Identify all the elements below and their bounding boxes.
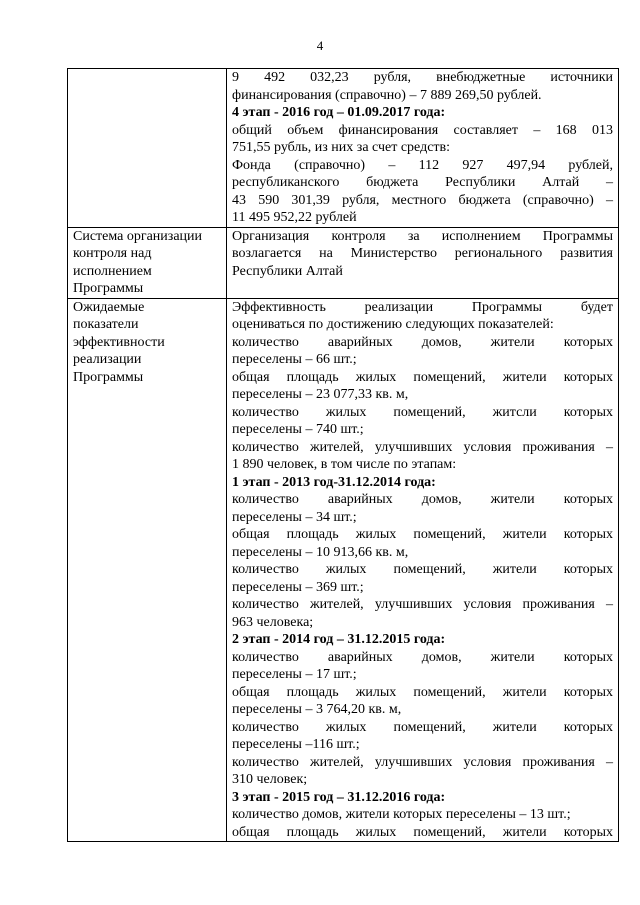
content-line: количество домов, жители которых переселены – 13 шт.; bbox=[232, 807, 571, 822]
content-line: Республики Алтай bbox=[232, 263, 343, 279]
content-line: переселены –116 шт.; bbox=[232, 737, 360, 752]
content-line: общий объем финансирования составляет – 168 013 bbox=[232, 122, 613, 138]
content-line: количество аварийных домов, жители которых bbox=[232, 492, 613, 507]
row-label-line: показатели bbox=[73, 317, 139, 332]
content-line: переселены – 740 шт.; bbox=[232, 422, 364, 437]
stage-heading: 2 этап - 2014 год – 31.12.2015 года: bbox=[232, 632, 446, 647]
row-content-cell bbox=[227, 69, 619, 228]
content-line: количество жилых помещений, жители которых bbox=[232, 719, 613, 735]
content-line: переселены – 17 шт.; bbox=[232, 667, 357, 682]
content-line: количество жилых помещений, житсли которых bbox=[232, 404, 613, 420]
content-line: количество аварийных домов, жители которых bbox=[232, 334, 613, 350]
content-line: переселены – 34 шт.; bbox=[232, 509, 357, 525]
row-label-line: исполнением bbox=[73, 263, 152, 279]
row-label-line: контроля над bbox=[73, 246, 152, 261]
content-line: 43 590 301,39 рубля, местного бюджета (справочно) – bbox=[232, 192, 613, 208]
content-line: общая площадь жилых помещений, жители которых bbox=[232, 369, 613, 385]
content-line: переселены – 10 913,66 кв. м, bbox=[232, 544, 409, 560]
content-line: переселены – 3 764,20 кв. м, bbox=[232, 702, 402, 717]
content-line: общая площадь жилых помещений, жители которых bbox=[232, 684, 613, 700]
table-body bbox=[68, 69, 619, 842]
content-line: 751,55 рубль, из них за счет средств: bbox=[232, 140, 451, 155]
content-line: количество жителей, улучшивших условия проживания – bbox=[232, 754, 613, 770]
stage-heading: 3 этап - 2015 год – 31.12.2016 года: bbox=[232, 789, 446, 805]
content-line: переселены – 23 077,33 кв. м, bbox=[232, 387, 409, 402]
row-label-line: Ожидаемые bbox=[73, 299, 145, 315]
content-line: оцениваться по достижению следующих показателей: bbox=[232, 317, 554, 332]
row-content-cell bbox=[227, 298, 619, 842]
content-line: возлагается на Министерство регионального развития bbox=[232, 246, 613, 261]
stage-heading: 1 этап - 2013 год-31.12.2014 года: bbox=[232, 474, 436, 490]
content-line: количество жителей, улучшивших условия проживания – bbox=[232, 597, 613, 612]
table-row bbox=[68, 298, 619, 842]
row-label-line: Программы bbox=[73, 369, 144, 385]
content-line: переселены – 66 шт.; bbox=[232, 352, 357, 367]
content-line: 963 человека; bbox=[232, 614, 314, 630]
content-line: Организация контроля за исполнением Программы bbox=[232, 228, 613, 244]
content-line: республиканского бюджета Республики Алтай – bbox=[232, 175, 613, 190]
content-line: переселены – 369 шт.; bbox=[232, 579, 364, 595]
row-label-line: реализации bbox=[73, 352, 142, 367]
content-line: финансирования (справочно) – 7 889 269,50 рублей. bbox=[232, 87, 542, 103]
content-line: 11 495 952,22 рублей bbox=[232, 210, 357, 225]
row-label-line: Программы bbox=[73, 281, 144, 296]
content-line: Фонда (справочно) – 112 927 497,94 рублей, bbox=[232, 157, 613, 173]
row-label-line: эффективности bbox=[73, 334, 165, 350]
content-line: 310 человек; bbox=[232, 772, 308, 787]
row-label-cell bbox=[68, 69, 227, 228]
content-line: количество жителей, улучшивших условия проживания – bbox=[232, 439, 613, 455]
table-row bbox=[68, 227, 619, 298]
row-label-cell bbox=[68, 298, 227, 842]
page-number: 4 bbox=[316, 38, 324, 53]
content-line: общая площадь жилых помещений, жители которых bbox=[232, 824, 613, 840]
content-line: общая площадь жилых помещений, жители которых bbox=[232, 527, 613, 542]
row-content-cell bbox=[227, 227, 619, 298]
content-line: количество аварийных домов, жители которых bbox=[232, 649, 613, 665]
stage-heading: 4 этап - 2016 год – 01.09.2017 года: bbox=[232, 105, 446, 120]
content-line: Эффективность реализации Программы будет bbox=[232, 299, 613, 315]
passport-table bbox=[67, 68, 619, 842]
row-label-line: Система организации bbox=[73, 228, 203, 244]
row-label-cell bbox=[68, 227, 227, 298]
table-row bbox=[68, 69, 619, 228]
content-line: количество жилых помещений, жители которых bbox=[232, 562, 613, 577]
content-line: 9 492 032,23 рубля, внебюджетные источники bbox=[232, 70, 613, 85]
content-line: 1 890 человек, в том числе по этапам: bbox=[232, 457, 457, 472]
